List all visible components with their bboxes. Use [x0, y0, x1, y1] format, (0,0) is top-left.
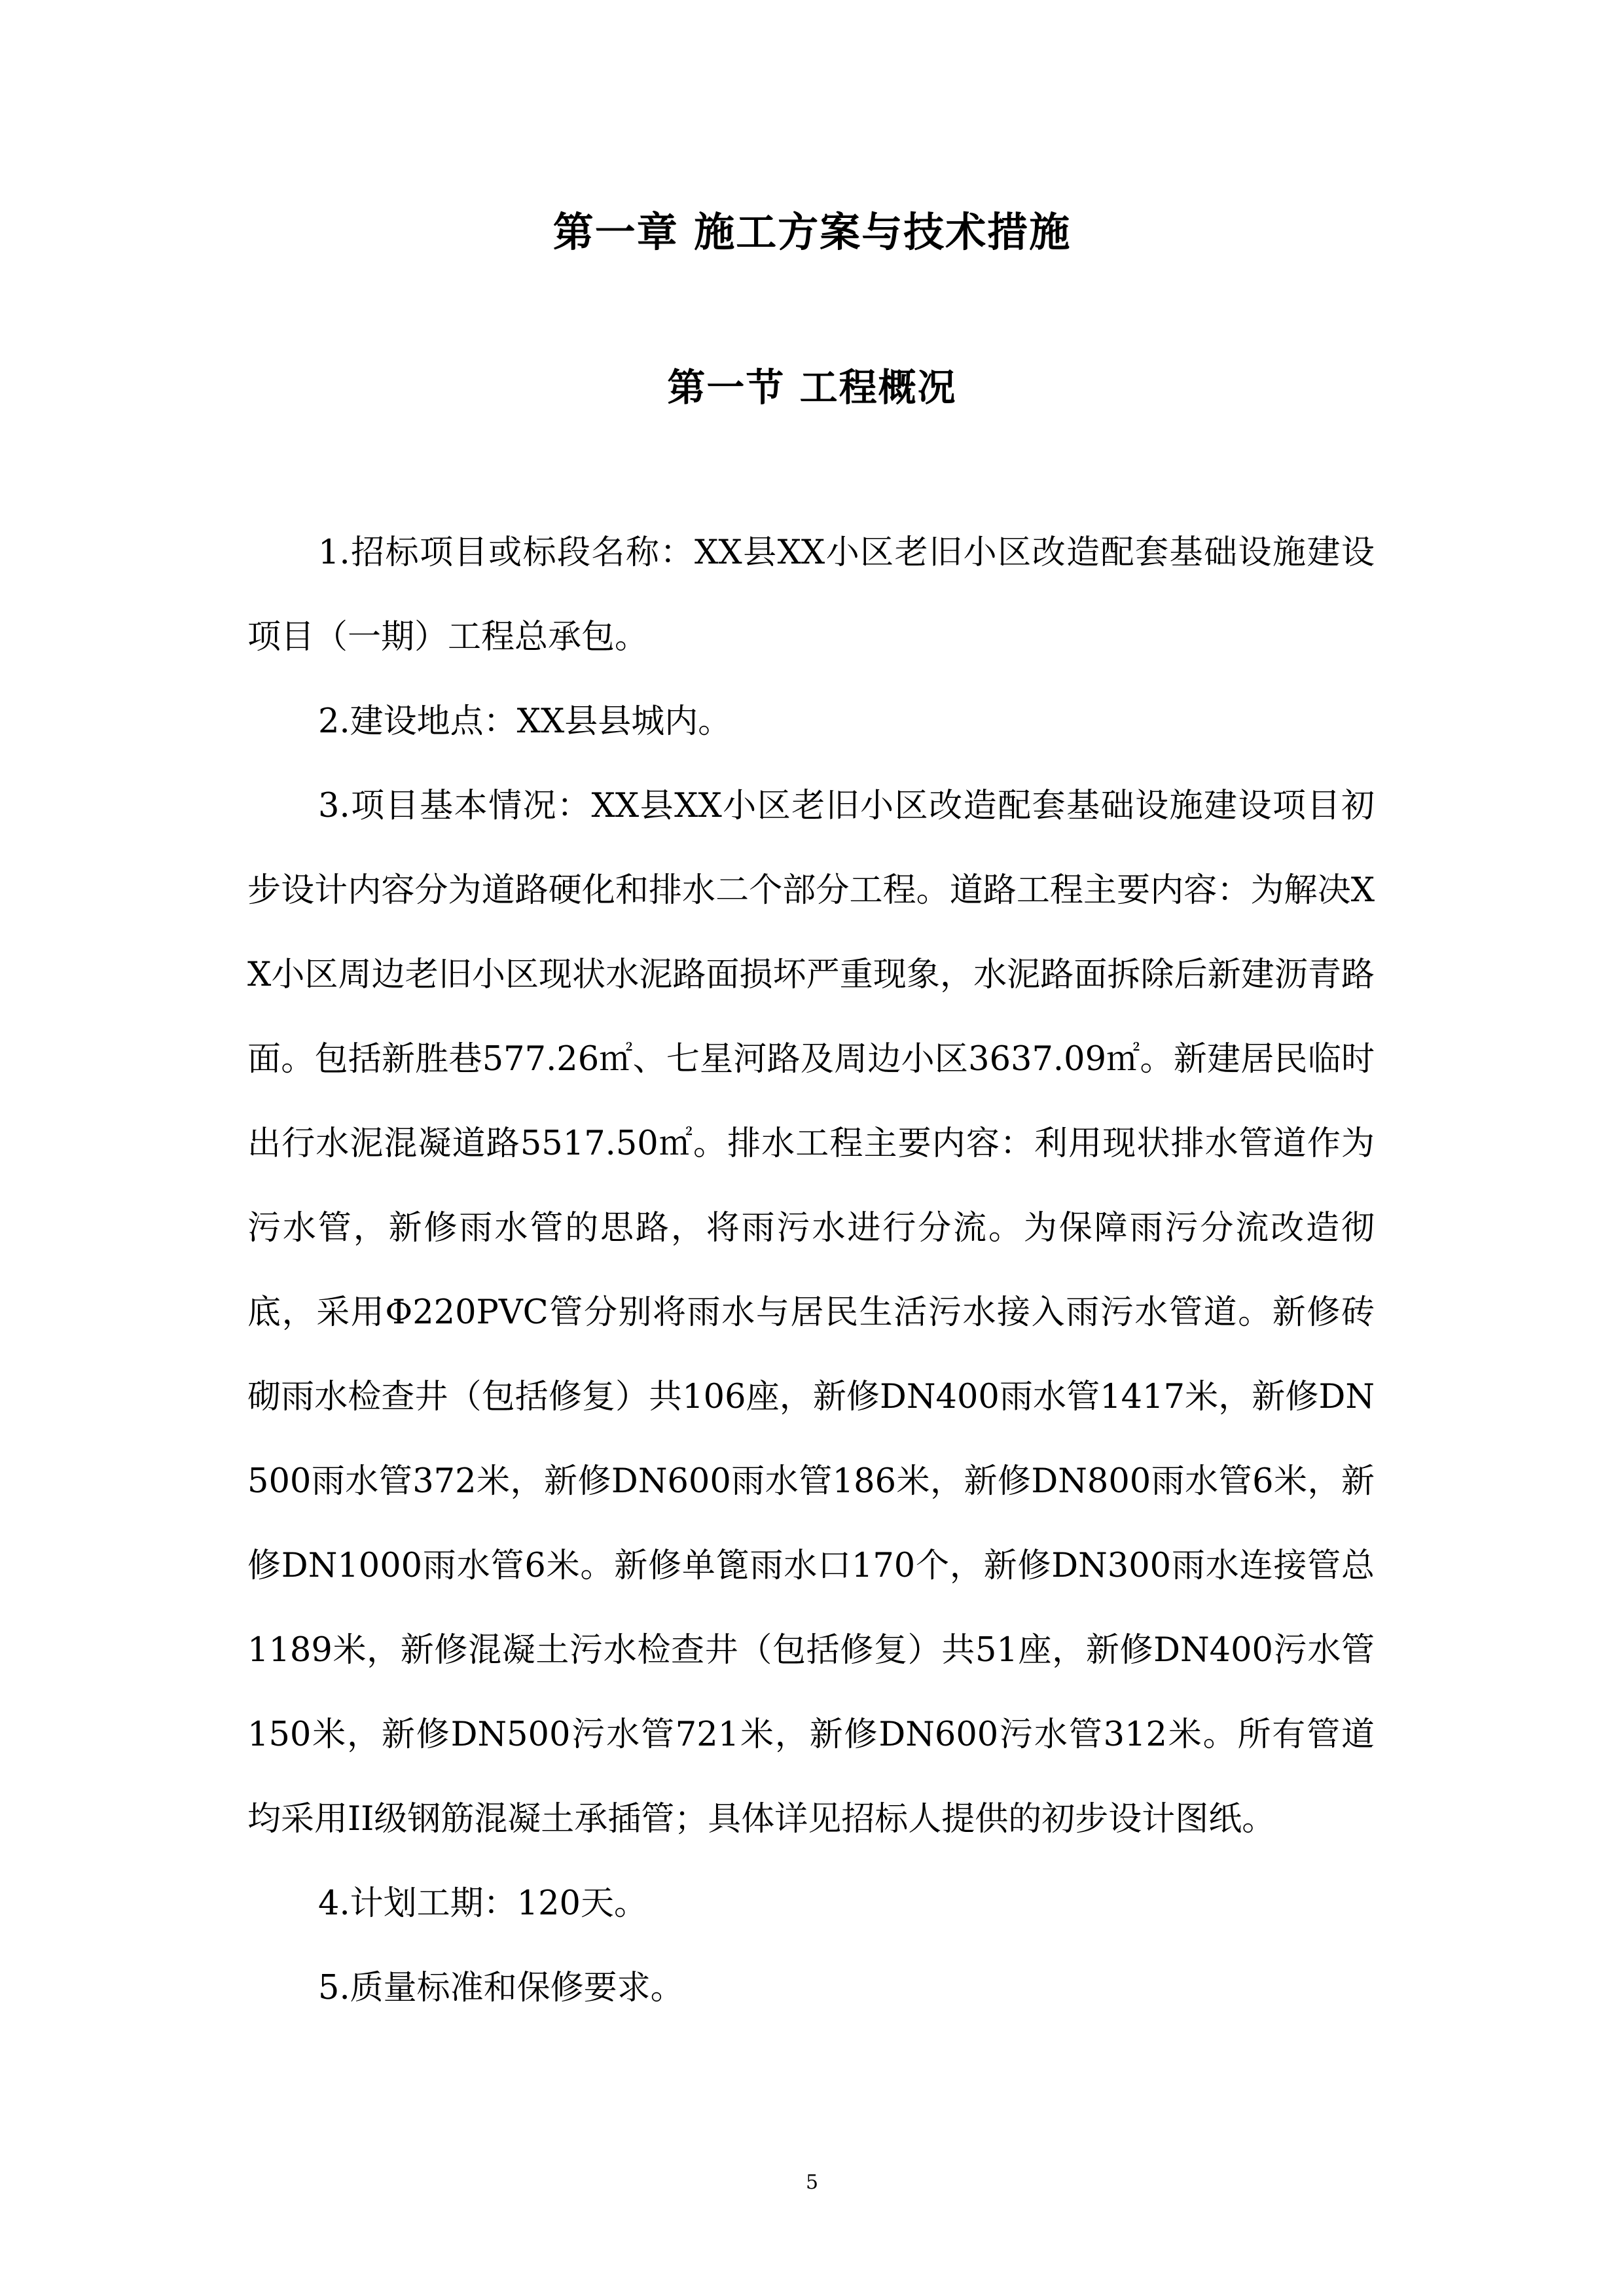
body-text	[247, 511, 1375, 2030]
paragraph-project-name: 1.招标项目或标段名称：XX县XX小区老旧小区改造配套基础设施建设项目（一期）工程总承包。	[247, 533, 1375, 656]
section-title: 第一节 工程概况	[667, 365, 957, 410]
page-number: 5	[805, 2171, 819, 2194]
paragraph-schedule: 4.计划工期：120天。	[318, 1884, 648, 1923]
paragraph-location: 2.建设地点：XX县县城内。	[318, 702, 732, 741]
paragraph-quality: 5.质量标准和保修要求。	[318, 1969, 684, 2007]
chapter-title: 第一章 施工方案与技术措施	[552, 208, 1072, 256]
paragraph-basic-info: 3.项目基本情况：XX县XX小区老旧小区改造配套基础设施建设项目初步设计内容分为道路硬化和排水二个部分工程。道路工程主要内容：为解决XX小区周边老旧小区现状水泥路面损坏严重现象，水泥路面拆除后新建沥青路面。包括新胜巷577.26㎡、七星河路及周边小区3637.09㎡。新建居民临时出行水泥混凝道路5517.50㎡。排水工程主要内容：利用现状排水管道作为污水管，新修雨水管的思路，将雨污水进行分流。为保障雨污分流改造彻底，采用Φ220PVC管分别将雨水与居民生活污水接入雨污水管道。新修砖砌雨水检查井（包括修复）共106座，新修DN400雨水管1417米，新修DN500雨水管372米，新修DN600雨水管186米，新修DN800雨水管6米，新修DN1000雨水管6米。新修单篦雨水口170个，新修DN300雨水连接管总1189米，新修混凝土污水检查井（包括修复）共51座，新修DN400污水管150米，新修DN500污水管721米，新修DN600污水管312米。所有管道均采用II级钢筋混凝土承插管；具体详见招标人提供的初步设计图纸。	[247, 787, 1375, 1839]
